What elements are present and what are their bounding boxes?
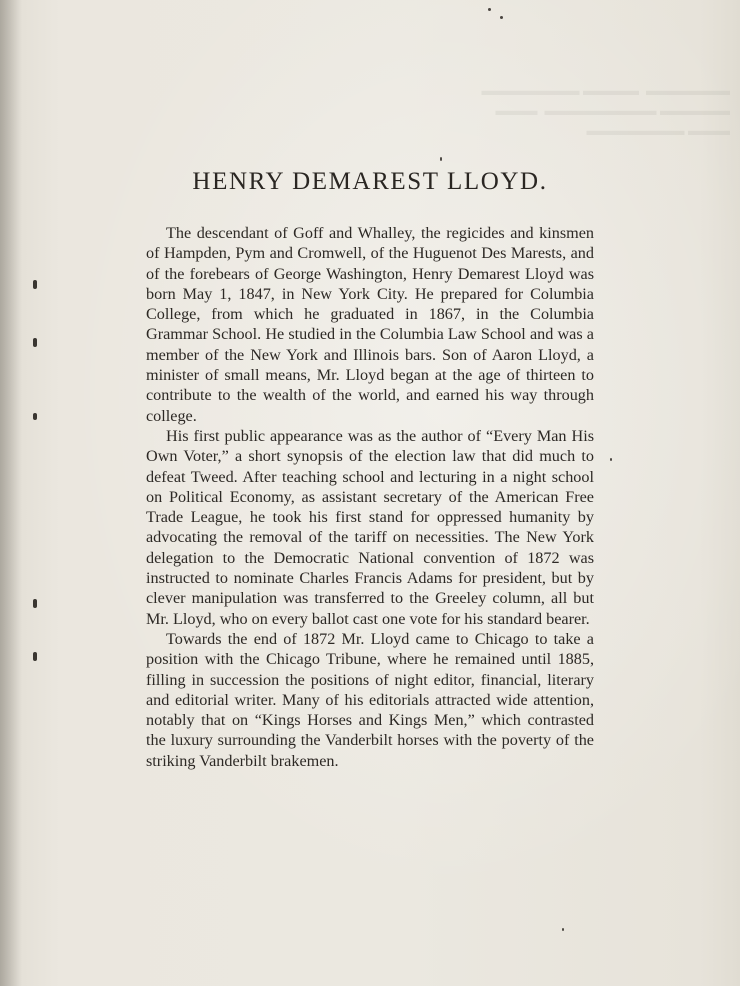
paragraph: Towards the end of 1872 Mr. Lloyd came to Chicago to take a position with the Chicago Tribune, where he remained until 1885, filling in succession the positions of night editor, financial, literary and editorial writer. Many of his editorials attracted wide attention, notably that on “Kings Horses and Kings Men,” which contrasted the luxury surrounding the Vanderbilt horses with the poverty of the striking Vanderbilt brakemen. — [146, 629, 594, 770]
binding-hole — [33, 652, 37, 661]
binding-hole — [33, 413, 37, 420]
binding-hole — [33, 338, 37, 347]
paper-speck — [488, 8, 491, 11]
paragraph: The descendant of Goff and Whalley, the regicides and kinsmen of Hampden, Pym and Cromwell, of the Huguenot Des Marests, and of the forebears of George Washington, Henry Demarest Lloyd was born May 1, 1847, in New York City. He prepared for Columbia College, from which he graduated in 1867, in the Columbia Grammar School. He studied in the Columbia Law School and was a member of the New York and Illinois bars. Son of Aaron Lloyd, a minister of small means, Mr. Lloyd began at the age of thirteen to contribute to the wealth of the world, and earned his way through college. — [146, 224, 594, 425]
binding-hole — [33, 280, 37, 289]
page-title: HENRY DEMAREST LLOYD. — [192, 168, 548, 195]
paper-speck — [610, 458, 612, 461]
paragraph: His first public appearance was as the author of “Every Man His Own Voter,” a short synopsis of the election law that did much to defeat Tweed. After teaching school and lecturing in a night school on Political Economy, as assistant secretary of the American Free Trade League, he took his first stand for oppressed humanity by advocating the removal of the tariff on necessities. The New York delegation to the Democratic National convention of 1872 was instructed to nominate Charles Francis Adams for president, but by clever manipulation was transferred to the Greeley column, all but Mr. Lloyd, who on every ballot cast one vote for his standard bearer. — [146, 426, 594, 628]
paper-speck — [562, 928, 564, 931]
page-gutter-shadow — [0, 0, 22, 986]
biography-text — [146, 223, 594, 771]
binding-hole — [33, 599, 37, 608]
bleed-through-texture: ▬▬▬▬▬▬ ▬▬▬▬ ▬▬▬▬▬▬▬ ▬▬▬▬▬ ▬▬▬▬▬▬▬▬ ▬▬▬ ▬▬▬ ▬▬▬▬▬▬▬ — [481, 84, 730, 139]
paper-speck — [500, 16, 503, 19]
paper-speck — [440, 157, 442, 161]
